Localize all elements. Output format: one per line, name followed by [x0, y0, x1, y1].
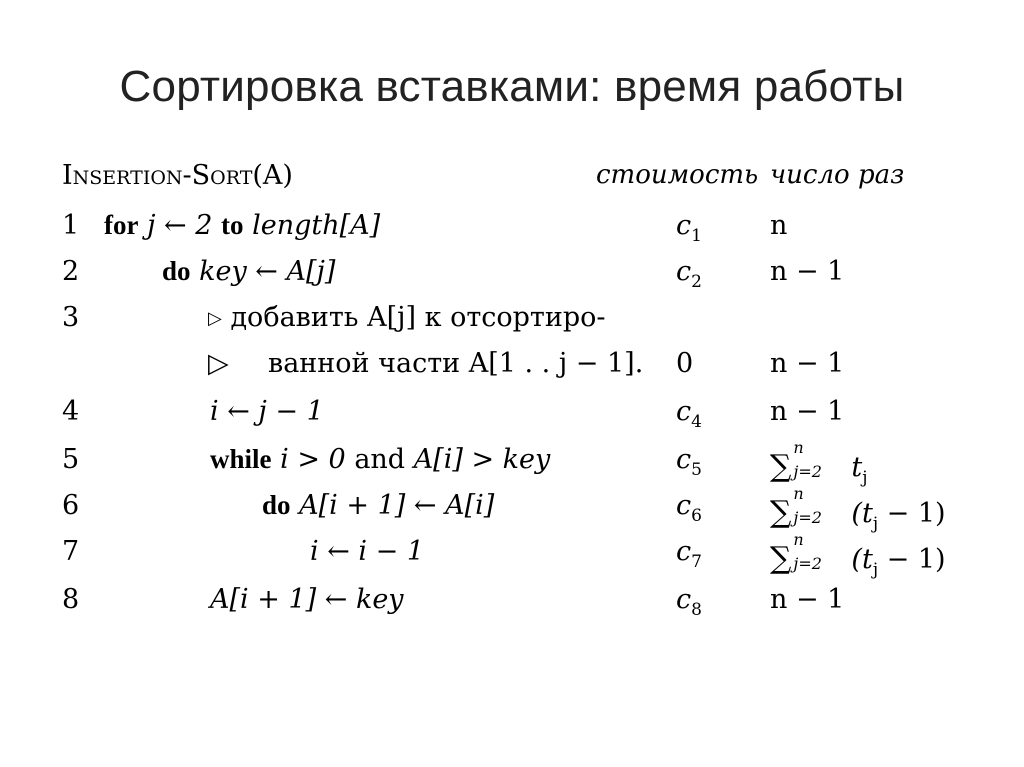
cost-value: $c_2$: [676, 256, 702, 292]
keyword: to: [221, 210, 244, 240]
code-line-3: [0, 302, 1024, 348]
keyword: and: [354, 444, 406, 475]
keyword: while: [210, 444, 272, 474]
comment: добавить A[j] к отсортиро-: [230, 302, 606, 333]
line-number: 3: [62, 302, 80, 333]
cost-value: $c_8$: [676, 584, 702, 620]
times-value: n − 1: [770, 396, 845, 427]
line-number: 1: [62, 210, 80, 241]
code-line-4: [0, 396, 1024, 442]
comment-triangle-icon: ▷: [208, 308, 222, 329]
line-number: 4: [62, 396, 80, 427]
code-line-7: [0, 530, 1024, 582]
code-line-5: [0, 438, 1024, 490]
cost-column-header: стоимость: [596, 160, 759, 190]
keyword: do: [162, 256, 191, 286]
times-value: n: [770, 210, 788, 241]
comment-text: [208, 302, 606, 333]
procedure-name: Insertion-Sort: [62, 160, 253, 191]
expression: j ← 2: [147, 210, 213, 241]
code-line-3-continued: [0, 348, 1024, 394]
comment: ванной части A[1 . . j − 1].: [268, 348, 644, 379]
procedure-signature: [62, 160, 293, 191]
expression: i ← j − 1: [210, 396, 324, 427]
comment-triangle-icon: ▷: [208, 348, 229, 379]
code-line-1: [0, 210, 1024, 256]
procedure-arg: (A): [252, 160, 293, 191]
cost-value: $c_6$: [676, 490, 702, 526]
times-sum: ∑ n j=2 $t_j$: [770, 438, 868, 488]
cost-value: $c_1$: [676, 210, 702, 246]
times-value: n − 1: [770, 256, 845, 287]
line-number: 8: [62, 584, 80, 615]
times-value: n − 1: [770, 348, 845, 379]
expression: A[i + 1] ← key: [210, 584, 404, 615]
keyword: for: [104, 210, 139, 240]
times-sum: ∑ n j=2 $(t_j - 1)$: [770, 484, 946, 534]
code-line-6: [0, 484, 1024, 536]
table-header: [0, 160, 1024, 206]
line-number: 7: [62, 536, 80, 567]
code-text: [104, 210, 380, 241]
slide-title: Сортировка вставками: время работы: [119, 62, 905, 111]
expression: A[i] > key: [413, 444, 551, 475]
line-number: 6: [62, 490, 80, 521]
times-sum: ∑ n j=2 $(t_j - 1)$: [770, 530, 946, 580]
expression: length[A]: [252, 210, 381, 241]
times-column-header: число раз: [770, 160, 905, 190]
code-line-8: [0, 584, 1024, 630]
times-value: n − 1: [770, 584, 845, 615]
keyword: do: [262, 490, 291, 520]
line-number: 5: [62, 444, 80, 475]
expression: i ← i − 1: [310, 536, 425, 567]
cost-value: $c_7$: [676, 536, 702, 572]
cost-value: 0: [676, 348, 694, 379]
code-text: [262, 490, 494, 521]
line-number: 2: [62, 256, 80, 287]
code-text: [162, 256, 335, 287]
cost-value: $c_5$: [676, 444, 702, 480]
code-line-2: [0, 256, 1024, 302]
expression: key ← A[j]: [199, 256, 336, 287]
expression: i > 0: [280, 444, 346, 475]
code-text: [210, 444, 550, 475]
expression: A[i + 1] ← A[i]: [299, 490, 495, 521]
cost-value: $c_4$: [676, 396, 702, 432]
